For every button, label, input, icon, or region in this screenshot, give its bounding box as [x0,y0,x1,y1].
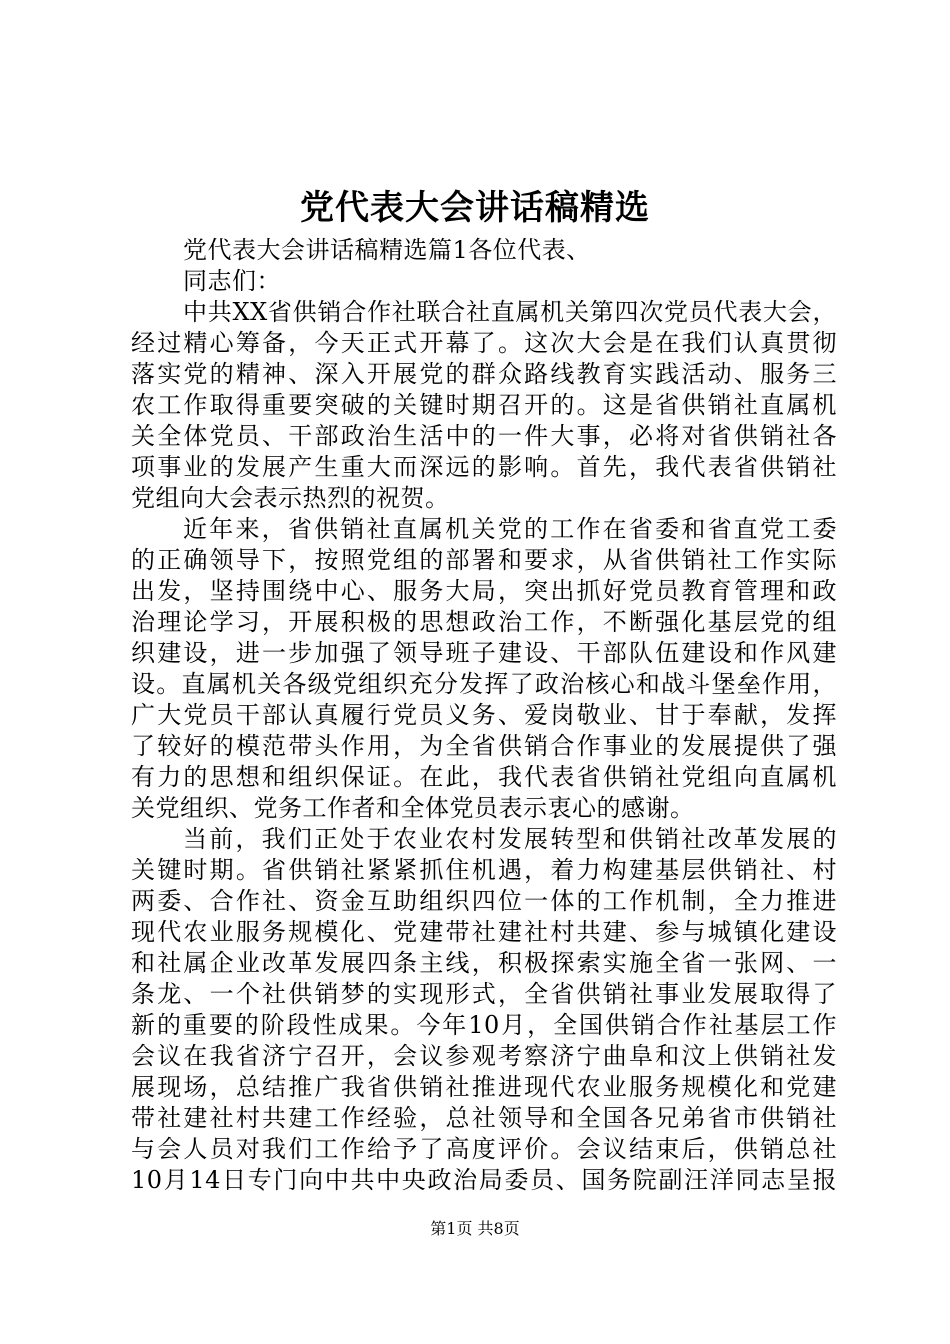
text-line: 落实党的精神、深入开展党的群众路线教育实践活动、服务三 [131,360,837,388]
text-line: 党组向大会表示热烈的祝贺。 [131,484,450,512]
text-line: 项事业的发展产生重大而深远的影响。首先，我代表省供销社 [131,453,837,481]
text-line: 关键时期。省供销社紧紧抓住机遇，着力构建基层供销社、村 [131,856,837,884]
text-line: 有力的思想和组织保证。在此，我代表省供销社党组向直属机 [131,763,837,791]
document-body [131,235,837,1196]
text-line: 中共XX省供销合作社联合社直属机关第四次党员代表大会， [183,298,837,326]
text-line: 治理论学习，开展积极的思想政治工作，不断强化基层党的组 [131,608,837,636]
text-line: 现代农业服务规模化、党建带社建社村共建、参与城镇化建设 [131,918,837,946]
text-line: 当前，我们正处于农业农村发展转型和供销社改革发展的 [183,825,837,853]
text-line: 农工作取得重要突破的关键时期召开的。这是省供销社直属机 [131,391,837,419]
text-line: 同志们： [183,267,281,295]
text-line: 关全体党员、干部政治生活中的一件大事，必将对省供销社各 [131,422,837,450]
text-line: 和社属企业改革发展四条主线，积极探索实施全省一张网、一 [131,949,837,977]
text-line: 展现场，总结推广我省供销社推进现代农业服务规模化和党建 [131,1073,837,1101]
text-line: 近年来，省供销社直属机关党的工作在省委和省直党工委 [183,515,837,543]
text-line: 关党组织、党务工作者和全体党员表示衷心的感谢。 [131,794,695,822]
text-line: 党代表大会讲话稿精选篇1各位代表、 [183,236,591,264]
text-line: 设。直属机关各级党组织充分发挥了政治核心和战斗堡垒作用， [131,670,837,698]
text-line: 经过精心筹备，今天正式开幕了。这次大会是在我们认真贯彻 [131,329,837,357]
text-line: 与会人员对我们工作给予了高度评价。会议结束后，供销总社 [131,1135,837,1163]
text-line: 10月14日专门向中共中央政治局委员、国务院副汪洋同志呈报 [131,1166,837,1194]
text-line: 出发，坚持围绕中心、服务大局，突出抓好党员教育管理和政 [131,577,837,605]
text-line: 带社建社村共建工作经验，总社领导和全国各兄弟省市供销社 [131,1104,837,1132]
text-line: 新的重要的阶段性成果。今年10月，全国供销合作社基层工作 [131,1011,837,1039]
text-line: 条龙、一个社供销梦的实现形式，全省供销社事业发展取得了 [131,980,837,1008]
text-line: 会议在我省济宁召开，会议参观考察济宁曲阜和汶上供销社发 [131,1042,837,1070]
text-line: 广大党员干部认真履行党员义务、爱岗敬业、甘于奉献，发挥 [131,701,837,729]
page-footer: 第1页 共8页 [430,1219,520,1238]
text-line: 了较好的模范带头作用，为全省供销合作事业的发展提供了强 [131,732,837,760]
document-title: 党代表大会讲话稿精选 [300,188,650,228]
text-line: 两委、合作社、资金互助组织四位一体的工作机制，全力推进 [131,887,837,915]
text-line: 织建设，进一步加强了领导班子建设、干部队伍建设和作风建 [131,639,837,667]
text-line: 的正确领导下，按照党组的部署和要求，从省供销社工作实际 [131,546,837,574]
